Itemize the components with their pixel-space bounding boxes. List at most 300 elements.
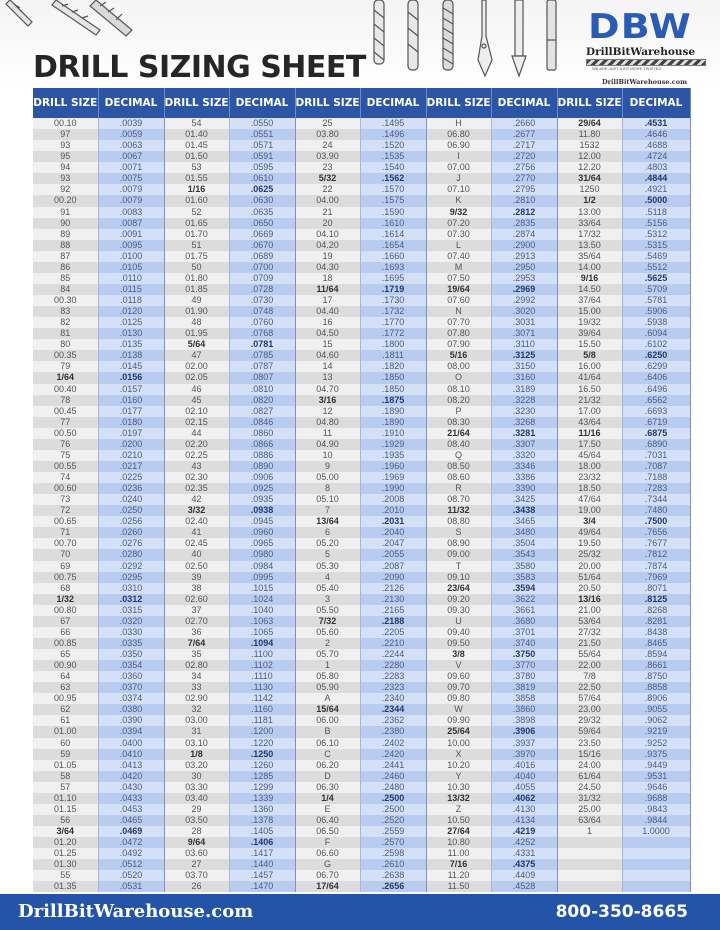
decimal-cell: .3860 (491, 704, 557, 715)
decimal-cell: .1960 (360, 461, 426, 472)
decimal-cell: .4252 (491, 837, 557, 848)
decimal-cell: .1470 (229, 881, 295, 892)
table-row (33, 328, 690, 339)
decimal-cell: .1495 (360, 118, 426, 129)
drill-size-cell: 1 (557, 826, 622, 837)
decimal-cell: .1440 (229, 859, 295, 870)
decimal-cell: .0807 (229, 372, 295, 383)
drill-size-cell: U (426, 616, 491, 627)
decimal-cell: .2040 (360, 527, 426, 538)
decimal-cell: .2835 (491, 218, 557, 229)
drill-size-cell: 10.50 (426, 815, 491, 826)
decimal-cell: .0350 (98, 649, 164, 660)
drill-size-cell: 08.00 (426, 361, 491, 372)
decimal-cell: .6250 (622, 350, 690, 361)
decimal-cell: .5906 (622, 306, 690, 317)
column-header: DRILL SIZE (164, 88, 229, 118)
drill-size-cell: 22.00 (557, 660, 622, 671)
decimal-cell: .9531 (622, 771, 690, 782)
decimal-cell: .0390 (98, 715, 164, 726)
drill-size-cell: 02.20 (164, 439, 229, 450)
decimal-cell: .6693 (622, 406, 690, 417)
drill-size-cell: 49 (164, 295, 229, 306)
column-header: DECIMAL (229, 88, 295, 118)
drill-size-cell: 86 (33, 262, 98, 273)
table-row (33, 561, 690, 572)
drill-size-cell: 7/8 (557, 671, 622, 682)
decimal-cell: .1260 (229, 760, 295, 771)
decimal-cell: .0890 (229, 461, 295, 472)
decimal-cell: .4724 (622, 151, 690, 162)
decimal-cell: .1800 (360, 339, 426, 350)
drill-size-cell: 30 (164, 771, 229, 782)
drill-size-cell: 04.50 (295, 328, 360, 339)
drill-size-cell: 82 (33, 317, 98, 328)
decimal-cell: .0512 (98, 859, 164, 870)
drill-size-cell: 57/64 (557, 693, 622, 704)
drill-size-cell: 01.75 (164, 251, 229, 262)
decimal-cell: .3594 (491, 583, 557, 594)
drill-size-cell: 31/64 (557, 173, 622, 184)
table-row (33, 760, 690, 771)
decimal-cell: .1850 (360, 372, 426, 383)
drill-bit-icon (408, 0, 418, 70)
drill-size-cell: 81 (33, 328, 98, 339)
decimal-cell: .3701 (491, 627, 557, 638)
decimal-cell: .0433 (98, 793, 164, 804)
drill-size-cell: 6 (295, 527, 360, 538)
decimal-cell: .0360 (98, 671, 164, 682)
table-row (33, 594, 690, 605)
decimal-cell: .4331 (491, 848, 557, 859)
drill-size-cell: 23/64 (426, 583, 491, 594)
table-row (33, 505, 690, 516)
drill-size-cell: 06.10 (295, 738, 360, 749)
column-header: DECIMAL (360, 88, 426, 118)
drill-size-cell: 58 (33, 771, 98, 782)
decimal-cell: .8906 (622, 693, 690, 704)
decimal-cell: .7344 (622, 494, 690, 505)
decimal-cell: .0115 (98, 284, 164, 295)
drill-size-cell: 35 (164, 649, 229, 660)
table-body (33, 118, 690, 892)
decimal-cell: .4375 (491, 859, 557, 870)
decimal-cell: .0630 (229, 195, 295, 206)
decimal-cell: .3583 (491, 572, 557, 583)
drill-size-cell: 08.70 (426, 494, 491, 505)
drill-size-cell: 65 (33, 649, 98, 660)
decimal-cell: .1910 (360, 428, 426, 439)
decimal-cell: .9062 (622, 715, 690, 726)
drill-size-cell: 34 (164, 671, 229, 682)
drill-size-cell: G (295, 859, 360, 870)
drill-size-cell: 00.45 (33, 406, 98, 417)
table-row (33, 738, 690, 749)
decimal-cell: .2598 (360, 848, 426, 859)
drill-size-cell: 18.50 (557, 483, 622, 494)
drill-size-cell: P (426, 406, 491, 417)
decimal-cell: .3622 (491, 594, 557, 605)
drill-size-cell: 11.50 (426, 881, 491, 892)
decimal-cell: .1693 (360, 262, 426, 273)
decimal-cell: .0110 (98, 273, 164, 284)
drill-size-cell: 35/64 (557, 251, 622, 262)
drill-size-cell (557, 870, 622, 881)
drill-size-cell: 03.10 (164, 738, 229, 749)
drill-size-cell: Q (426, 450, 491, 461)
drill-size-cell: 14.50 (557, 284, 622, 295)
decimal-cell: .8594 (622, 649, 690, 660)
drill-size-cell: 43/64 (557, 417, 622, 428)
decimal-cell: .0820 (229, 395, 295, 406)
decimal-cell (622, 848, 690, 859)
decimal-cell: .0787 (229, 361, 295, 372)
drill-size-cell: 17.00 (557, 406, 622, 417)
decimal-cell: .3970 (491, 749, 557, 760)
drill-size-cell: 04.30 (295, 262, 360, 273)
decimal-cell: .7480 (622, 505, 690, 516)
decimal-cell: .1100 (229, 649, 295, 660)
decimal-cell: .5709 (622, 284, 690, 295)
decimal-cell: .0709 (229, 273, 295, 284)
decimal-cell: .2344 (360, 704, 426, 715)
table-row (33, 461, 690, 472)
drill-size-cell: 66 (33, 627, 98, 638)
drill-size-cell: 07.80 (426, 328, 491, 339)
drill-size-cell: 9/64 (164, 837, 229, 848)
decimal-cell: .6719 (622, 417, 690, 428)
drill-size-cell: 00.35 (33, 350, 98, 361)
drill-size-cell: 10.20 (426, 760, 491, 771)
table-row (33, 173, 690, 184)
decimal-cell: .1935 (360, 450, 426, 461)
drill-size-cell: 1250 (557, 184, 622, 195)
drill-size-cell: 15/64 (295, 704, 360, 715)
drill-size-cell: 02.05 (164, 372, 229, 383)
drill-size-cell: 02.00 (164, 361, 229, 372)
table-row (33, 704, 690, 715)
drill-size-cell: 08.20 (426, 395, 491, 406)
drill-size-cell: 21/32 (557, 395, 622, 406)
drill-size-cell: 50 (164, 262, 229, 273)
drill-size-cell: 1532 (557, 140, 622, 151)
drill-size-cell: 3 (295, 594, 360, 605)
decimal-cell: .9688 (622, 793, 690, 804)
drill-size-cell: 23/32 (557, 472, 622, 483)
drill-size-cell: 2 (295, 638, 360, 649)
drill-size-cell: 02.45 (164, 538, 229, 549)
drill-size-cell: 15.00 (557, 306, 622, 317)
decimal-cell: .5625 (622, 273, 690, 284)
decimal-cell: .0120 (98, 306, 164, 317)
decimal-cell: .0827 (229, 406, 295, 417)
decimal-cell: .0860 (229, 428, 295, 439)
table-row (33, 793, 690, 804)
table-row (33, 583, 690, 594)
footer-website: DrillBitWarehouse.com (18, 901, 254, 922)
decimal-cell: .1094 (229, 638, 295, 649)
decimal-cell: .1890 (360, 417, 426, 428)
decimal-cell: .0492 (98, 848, 164, 859)
drill-size-cell: 00.60 (33, 483, 98, 494)
decimal-cell: .2992 (491, 295, 557, 306)
decimal-cell: .8661 (622, 660, 690, 671)
decimal-cell: .2205 (360, 627, 426, 638)
drill-size-cell: 02.80 (164, 660, 229, 671)
decimal-cell: .0292 (98, 561, 164, 572)
drill-size-cell: 55/64 (557, 649, 622, 660)
decimal-cell: .2090 (360, 572, 426, 583)
table-row (33, 826, 690, 837)
drill-size-cell: 20.50 (557, 583, 622, 594)
drill-size-cell: 02.15 (164, 417, 229, 428)
table-row (33, 538, 690, 549)
decimal-cell: .0938 (229, 505, 295, 516)
drill-size-cell: 00.65 (33, 516, 98, 527)
drill-size-cell: 11 (295, 428, 360, 439)
table-row (33, 527, 690, 538)
drill-size-cell: 45 (164, 395, 229, 406)
drill-size-cell: 28 (164, 826, 229, 837)
decimal-cell: .7031 (622, 450, 690, 461)
table-row (33, 350, 690, 361)
drill-size-cell: 61/64 (557, 771, 622, 782)
decimal-cell: .1520 (360, 140, 426, 151)
drill-size-cell: L (426, 240, 491, 251)
decimal-cell: .1063 (229, 616, 295, 627)
drill-size-cell: F (295, 837, 360, 848)
decimal-cell: .3504 (491, 538, 557, 549)
decimal-cell: .5938 (622, 317, 690, 328)
drill-size-cell: 19/64 (426, 284, 491, 295)
decimal-cell: .9843 (622, 804, 690, 815)
drill-size-cell: 00.95 (33, 693, 98, 704)
drill-size-cell: 13/64 (295, 516, 360, 527)
page-title: DRILL SIZING SHEET (33, 50, 366, 85)
table-row (33, 284, 690, 295)
drill-size-cell: 08.80 (426, 516, 491, 527)
decimal-cell: .2031 (360, 516, 426, 527)
decimal-cell: .0420 (98, 771, 164, 782)
decimal-cell: .1285 (229, 771, 295, 782)
drill-size-cell: 24.50 (557, 782, 622, 793)
drill-size-cell: 11.00 (426, 848, 491, 859)
decimal-cell: .1890 (360, 406, 426, 417)
table-row (33, 273, 690, 284)
decimal-cell: .0650 (229, 218, 295, 229)
decimal-cell: .0960 (229, 527, 295, 538)
drill-size-cell: 85 (33, 273, 98, 284)
drill-size-cell: 59 (33, 749, 98, 760)
drill-size-cell: 83 (33, 306, 98, 317)
decimal-cell: .1660 (360, 251, 426, 262)
decimal-cell: .3390 (491, 483, 557, 494)
decimal-cell: .4219 (491, 826, 557, 837)
drill-size-cell: 46 (164, 384, 229, 395)
decimal-cell: .0965 (229, 538, 295, 549)
drill-size-cell: 17 (295, 295, 360, 306)
decimal-cell: .2660 (491, 118, 557, 129)
drill-size-cell: 10.00 (426, 738, 491, 749)
drill-size-table (33, 88, 691, 892)
decimal-cell: .1130 (229, 682, 295, 693)
decimal-cell: .6875 (622, 428, 690, 439)
drill-size-cell: 08.60 (426, 472, 491, 483)
drill-size-cell (557, 859, 622, 870)
decimal-cell: .0935 (229, 494, 295, 505)
drill-size-cell: 71 (33, 527, 98, 538)
drill-size-cell: 04.20 (295, 240, 360, 251)
drill-size-cell: 53/64 (557, 616, 622, 627)
decimal-cell: .1610 (360, 218, 426, 229)
decimal-cell: .6406 (622, 372, 690, 383)
decimal-cell: .7874 (622, 561, 690, 572)
decimal-cell: .0135 (98, 339, 164, 350)
decimal-cell: .0394 (98, 726, 164, 737)
drill-size-cell: 77 (33, 417, 98, 428)
drill-size-cell: 13.50 (557, 240, 622, 251)
drill-size-cell: 23.00 (557, 704, 622, 715)
drill-size-cell: 57 (33, 782, 98, 793)
decimal-cell: .0087 (98, 218, 164, 229)
decimal-cell: .0105 (98, 262, 164, 273)
drill-size-cell: 25/32 (557, 549, 622, 560)
table-row (33, 384, 690, 395)
drill-size-cell: 40 (164, 549, 229, 560)
decimal-cell: .3819 (491, 682, 557, 693)
decimal-cell: .0083 (98, 207, 164, 218)
decimal-cell: .0571 (229, 140, 295, 151)
decimal-cell: .8281 (622, 616, 690, 627)
drill-size-cell: I (426, 151, 491, 162)
drill-size-cell: 07.40 (426, 251, 491, 262)
drill-size-cell: 21.50 (557, 638, 622, 649)
table-row (33, 572, 690, 583)
drill-size-cell: 1/32 (33, 594, 98, 605)
drill-size-cell: 09.00 (426, 549, 491, 560)
decimal-cell: .3160 (491, 372, 557, 383)
decimal-cell: .0059 (98, 129, 164, 140)
decimal-cell: .1540 (360, 162, 426, 173)
drill-size-cell: 29 (164, 804, 229, 815)
drill-size-cell: 53 (164, 162, 229, 173)
drill-size-cell: 06.30 (295, 782, 360, 793)
drill-size-cell: R (426, 483, 491, 494)
drill-size-cell: 21 (295, 207, 360, 218)
drill-size-cell: 64 (33, 671, 98, 682)
decimal-cell: .0984 (229, 561, 295, 572)
decimal-cell (622, 837, 690, 848)
decimal-cell: .0315 (98, 605, 164, 616)
drill-size-cell: 00.10 (33, 118, 98, 129)
decimal-cell: .3543 (491, 549, 557, 560)
decimal-cell: .2900 (491, 240, 557, 251)
shank-bit-icon (547, 0, 556, 70)
table-row (33, 715, 690, 726)
drill-size-cell: 33 (164, 682, 229, 693)
table-row (33, 195, 690, 206)
drill-size-cell: 9 (295, 461, 360, 472)
drill-size-cell: 12 (295, 406, 360, 417)
decimal-cell: .3480 (491, 527, 557, 538)
drill-size-cell: 23.50 (557, 738, 622, 749)
table-row (33, 782, 690, 793)
decimal-cell: .1850 (360, 384, 426, 395)
decimal-cell: .2165 (360, 605, 426, 616)
decimal-cell: .2638 (360, 870, 426, 881)
decimal-cell: .2244 (360, 649, 426, 660)
drill-size-cell: 7 (295, 505, 360, 516)
decimal-cell: .2380 (360, 726, 426, 737)
decimal-cell: .0980 (229, 549, 295, 560)
brand-logo (582, 6, 712, 86)
drill-size-cell: 08.90 (426, 538, 491, 549)
table-row (33, 262, 690, 273)
drill-size-cell: 25.00 (557, 804, 622, 815)
drill-size-cell: 00.85 (33, 638, 98, 649)
drill-bar-graphic (586, 59, 706, 66)
table-row (33, 317, 690, 328)
drill-size-cell: 09.30 (426, 605, 491, 616)
decimal-cell: .3898 (491, 715, 557, 726)
decimal-cell: .8125 (622, 594, 690, 605)
decimal-cell: .2008 (360, 494, 426, 505)
drill-size-cell: 06.20 (295, 760, 360, 771)
drill-size-cell: X (426, 749, 491, 760)
drill-size-cell: 16 (295, 317, 360, 328)
decimal-cell: .2460 (360, 771, 426, 782)
drill-size-cell: 9/16 (557, 273, 622, 284)
drill-size-cell: 25/64 (426, 726, 491, 737)
drill-size-cell: 47/64 (557, 494, 622, 505)
drill-size-cell: 3/4 (557, 516, 622, 527)
table-row (33, 726, 690, 737)
decimal-cell: .3465 (491, 516, 557, 527)
decimal-cell: .1929 (360, 439, 426, 450)
drill-size-cell: 38 (164, 583, 229, 594)
decimal-cell: .0280 (98, 549, 164, 560)
drill-size-cell: 33/64 (557, 218, 622, 229)
drill-size-cell: 07.70 (426, 317, 491, 328)
drill-size-cell: 3/16 (295, 395, 360, 406)
drill-size-cell: 69 (33, 561, 98, 572)
decimal-cell: .1719 (360, 284, 426, 295)
drill-size-cell: 41/64 (557, 372, 622, 383)
drill-size-cell: 1/2 (557, 195, 622, 206)
drill-bit-icon (6, 0, 32, 26)
decimal-cell: .1102 (229, 660, 295, 671)
decimal-cell: .3906 (491, 726, 557, 737)
decimal-cell: .1200 (229, 726, 295, 737)
decimal-cell: .0465 (98, 815, 164, 826)
drill-size-cell: O (426, 372, 491, 383)
table-row (33, 207, 690, 218)
drill-size-cell: 06.40 (295, 815, 360, 826)
decimal-cell: .0071 (98, 162, 164, 173)
decimal-cell (622, 859, 690, 870)
table-row (33, 450, 690, 461)
decimal-cell: .3228 (491, 395, 557, 406)
decimal-cell: .8465 (622, 638, 690, 649)
decimal-cell: .1820 (360, 361, 426, 372)
decimal-cell: .2010 (360, 505, 426, 516)
table-row (33, 549, 690, 560)
drill-size-cell: 19.50 (557, 538, 622, 549)
drill-size-cell: 09.60 (426, 671, 491, 682)
drill-size-cell: 02.60 (164, 594, 229, 605)
drill-size-cell: 27/32 (557, 627, 622, 638)
decimal-cell: .0210 (98, 450, 164, 461)
